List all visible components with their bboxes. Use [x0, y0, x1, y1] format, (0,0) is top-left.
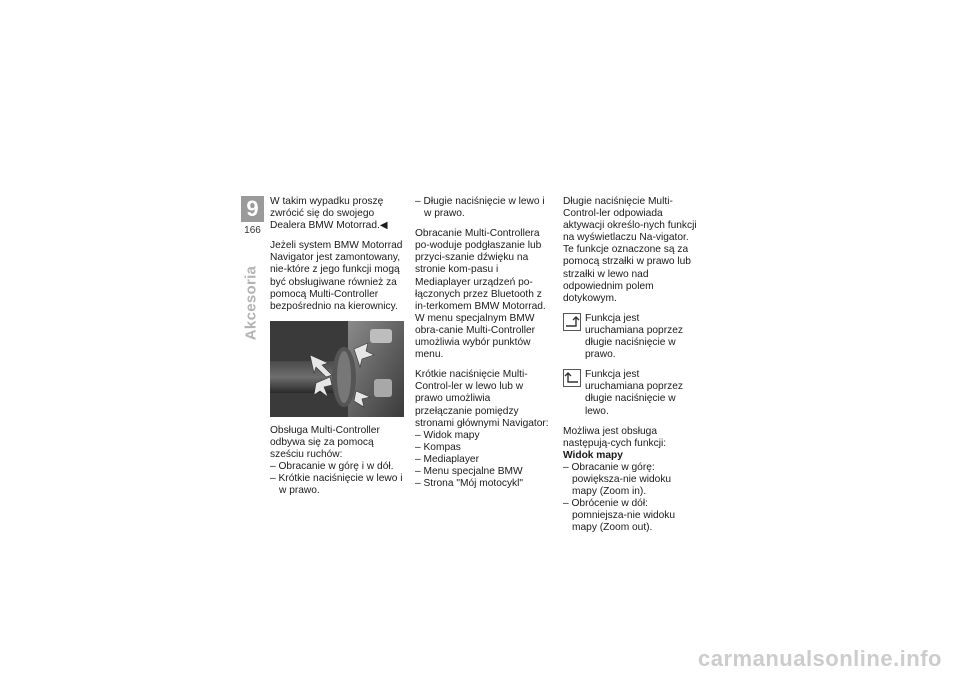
paragraph: Krótkie naciśnięcie Multi-Control-ler w lewo lub w prawo umożliwia przełączanie pomiędzy stronami głównymi Navigator: [415, 369, 549, 429]
list-item: – Obracanie w górę i w dół. [270, 461, 404, 473]
list-item: – Menu specjalne BMW [415, 466, 549, 478]
list-item: – Krótkie naciśnięcie w lewo i w prawo. [270, 473, 404, 497]
watermark: carmanualsonline.info [698, 646, 942, 671]
paragraph: Obsługa Multi-Controller odbywa się za pomocą sześciu ruchów: [270, 424, 380, 461]
column-2 [415, 196, 549, 490]
multi-controller-illustration [270, 321, 404, 417]
column-3 [563, 196, 697, 534]
list-item: – Kompas [415, 442, 549, 454]
paragraph: Długie naciśnięcie Multi-Control-ler odpowiada aktywacji określo-nych funkcji na wyświetlaczu Na-vigator. Te funkcje oznaczone są za pomocą strzałki w prawo lub strzałki w lewo nad odpowiednim polem dotykowym. [563, 196, 697, 304]
hint-long-press-right [563, 313, 697, 361]
paragraph: Jeżeli system BMW Motorrad Navigator jest zamontowany, nie-które z jego funkcji mogą być obsługiwane również za pomocą Multi-Controller bezpośrednio na kierownicy. [270, 240, 403, 312]
hint-text: Funkcja jest uruchamiana poprzez długie naciśnięcie w prawo. [585, 312, 683, 361]
paragraph: W menu specjalnym BMW obra-canie Multi-Controller umożliwia wybór punktów menu. [415, 312, 536, 361]
paragraph: Możliwa jest obsługa następują-cych funkcji: [563, 425, 667, 449]
chapter-number: 9 [241, 196, 264, 222]
handlebar-switch-image [270, 321, 404, 417]
paragraph: W takim wypadku proszę zwrócić się do swojego Dealera BMW Motorrad.◀ [270, 196, 388, 232]
list-item: – Mediaplayer [415, 454, 549, 466]
page-number: 166 [244, 225, 261, 236]
section-heading: Widok mapy [563, 449, 623, 461]
list-item: – Strona "Mój motocykl" [415, 478, 549, 490]
chapter-tab [241, 196, 264, 236]
section-label-text: Akcesoria [242, 265, 260, 341]
list-item: – Obrócenie w dół: pomniejsza-nie widoku mapy (Zoom out). [563, 498, 697, 534]
arrow-right-icon [563, 313, 581, 331]
paragraph: Obracanie Multi-Controllera po-woduje podgłaszanie lub przyci-szanie dźwięku na stronie kom-pasu i Mediaplayer urządzeń po-łączonych przez Bluetooth z in-terkomem BMW Motorrad. [415, 228, 546, 312]
hint-long-press-left [563, 369, 697, 417]
arrow-left-icon [563, 369, 581, 387]
list-item: – Długie naciśnięcie w lewo i w prawo. [415, 196, 549, 220]
list-item: – Widok mapy [415, 430, 549, 442]
section-label [236, 258, 266, 348]
column-1 [270, 196, 404, 497]
list-item: – Obracanie w górę: powiększa-nie widoku mapy (Zoom in). [563, 462, 697, 498]
hint-text: Funkcja jest uruchamiana poprzez długie naciśnięcie w lewo. [585, 369, 683, 417]
